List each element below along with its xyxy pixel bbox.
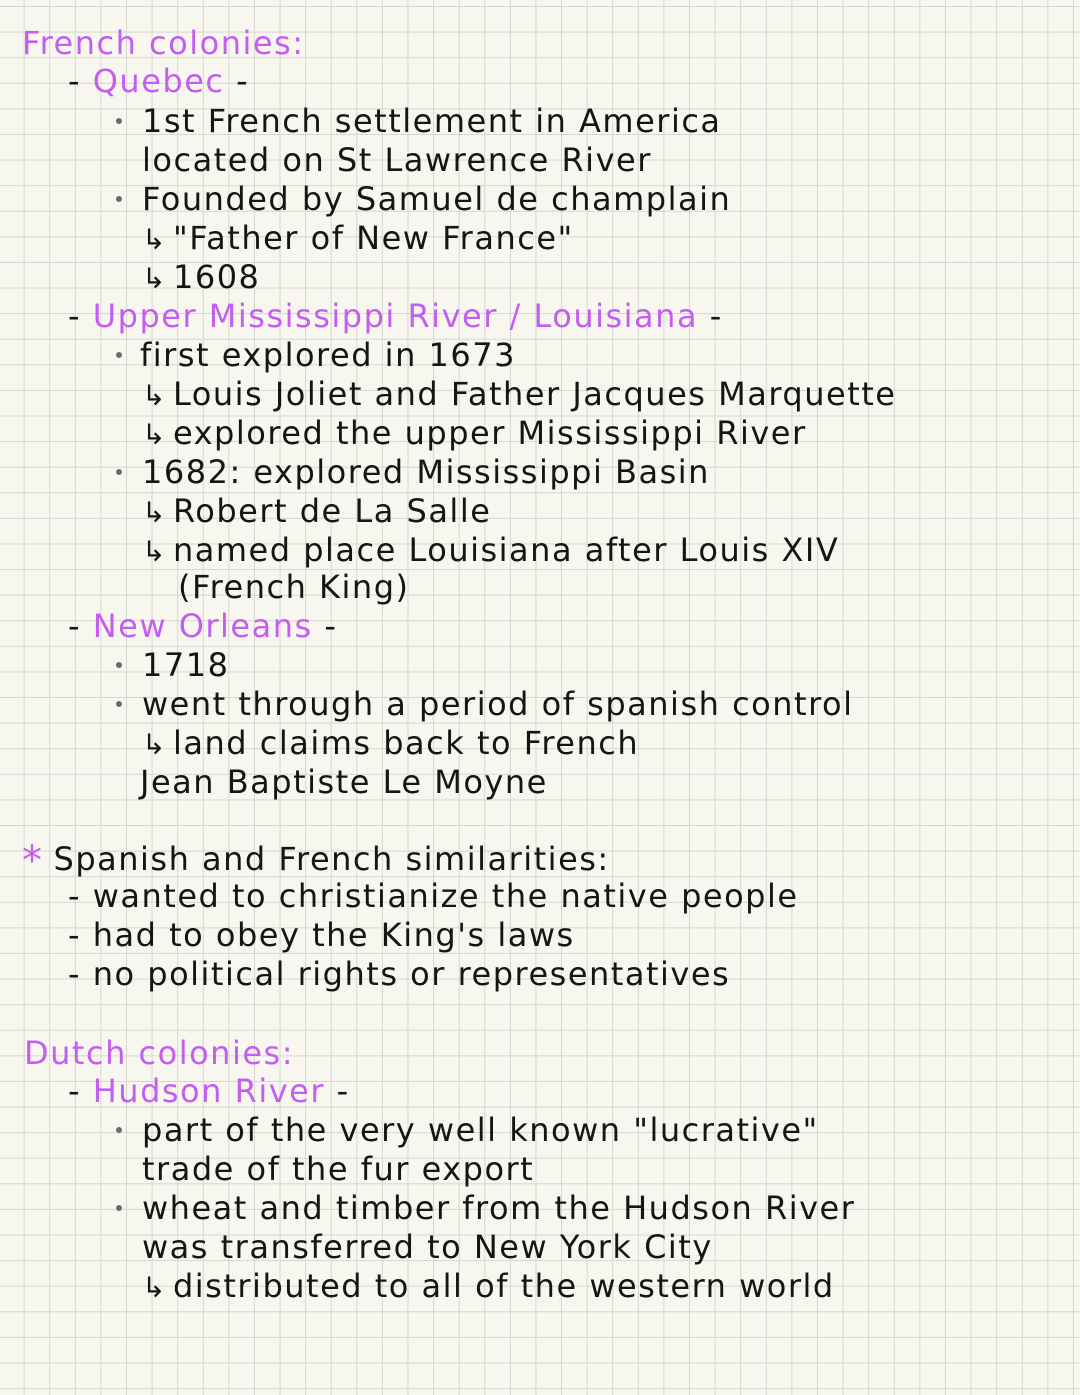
bullet-dot — [116, 662, 122, 668]
note-arrow-line: ↳ distributed to all of the western world — [142, 1267, 835, 1305]
note-arrow-line: ↳ named place Louisiana after Louis XIV — [142, 531, 840, 569]
similarity-item: - had to obey the King's laws — [68, 916, 575, 954]
bullet-dot — [116, 1127, 122, 1133]
note-arrow-line: ↳ "Father of New France" — [142, 219, 574, 257]
similarity-item: - no political rights or representatives — [68, 955, 731, 993]
note-line: (French King) — [178, 568, 410, 606]
note-line: was transferred to New York City — [142, 1228, 713, 1266]
return-arrow-icon: ↳ — [142, 496, 167, 529]
return-arrow-icon: ↳ — [142, 262, 167, 295]
note-line: trade of the fur export — [142, 1150, 535, 1188]
note-line: wheat and timber from the Hudson River — [142, 1189, 856, 1227]
note-line: Founded by Samuel de champlain — [142, 180, 732, 218]
similarity-item: - wanted to christianize the native people — [68, 877, 799, 915]
asterisk-icon: * — [22, 838, 44, 884]
section-header-similarities: * Spanish and French similarities: — [22, 838, 610, 884]
note-line: went through a period of spanish control — [142, 685, 854, 723]
note-line: Jean Baptiste Le Moyne — [140, 763, 548, 801]
note-arrow-line: ↳ Louis Joliet and Father Jacques Marquette — [142, 375, 897, 413]
bullet-dot — [116, 196, 122, 202]
subheading-mississippi: - Upper Mississippi River / Louisiana - — [68, 297, 723, 335]
note-arrow-line: ↳ Robert de La Salle — [142, 492, 492, 530]
subheading-quebec: - Quebec - — [68, 62, 250, 100]
bullet-dot — [116, 469, 122, 475]
return-arrow-icon: ↳ — [142, 223, 167, 256]
return-arrow-icon: ↳ — [142, 379, 167, 412]
note-line: 1st French settlement in America — [142, 102, 722, 140]
bullet-dot — [116, 701, 122, 707]
return-arrow-icon: ↳ — [142, 535, 167, 568]
bullet-dot — [116, 352, 122, 358]
return-arrow-icon: ↳ — [142, 418, 167, 451]
note-line: 1718 — [142, 646, 230, 684]
note-line: 1682: explored Mississippi Basin — [142, 453, 710, 491]
note-arrow-line: ↳ explored the upper Mississippi River — [142, 414, 807, 452]
bullet-dot — [116, 1205, 122, 1211]
note-line: first explored in 1673 — [140, 336, 516, 374]
subheading-hudson: - Hudson River - — [68, 1072, 350, 1110]
section-header-dutch: Dutch colonies: — [24, 1034, 294, 1072]
note-arrow-line: ↳ 1608 — [142, 258, 261, 296]
note-arrow-line: ↳ land claims back to French — [142, 724, 640, 762]
note-line: located on St Lawrence River — [142, 141, 652, 179]
section-header-french: French colonies: — [22, 24, 305, 62]
return-arrow-icon: ↳ — [142, 728, 167, 761]
note-line: part of the very well known "lucrative" — [142, 1111, 819, 1149]
return-arrow-icon: ↳ — [142, 1271, 167, 1304]
bullet-dot — [116, 118, 122, 124]
subheading-new-orleans: - New Orleans - — [68, 607, 338, 645]
